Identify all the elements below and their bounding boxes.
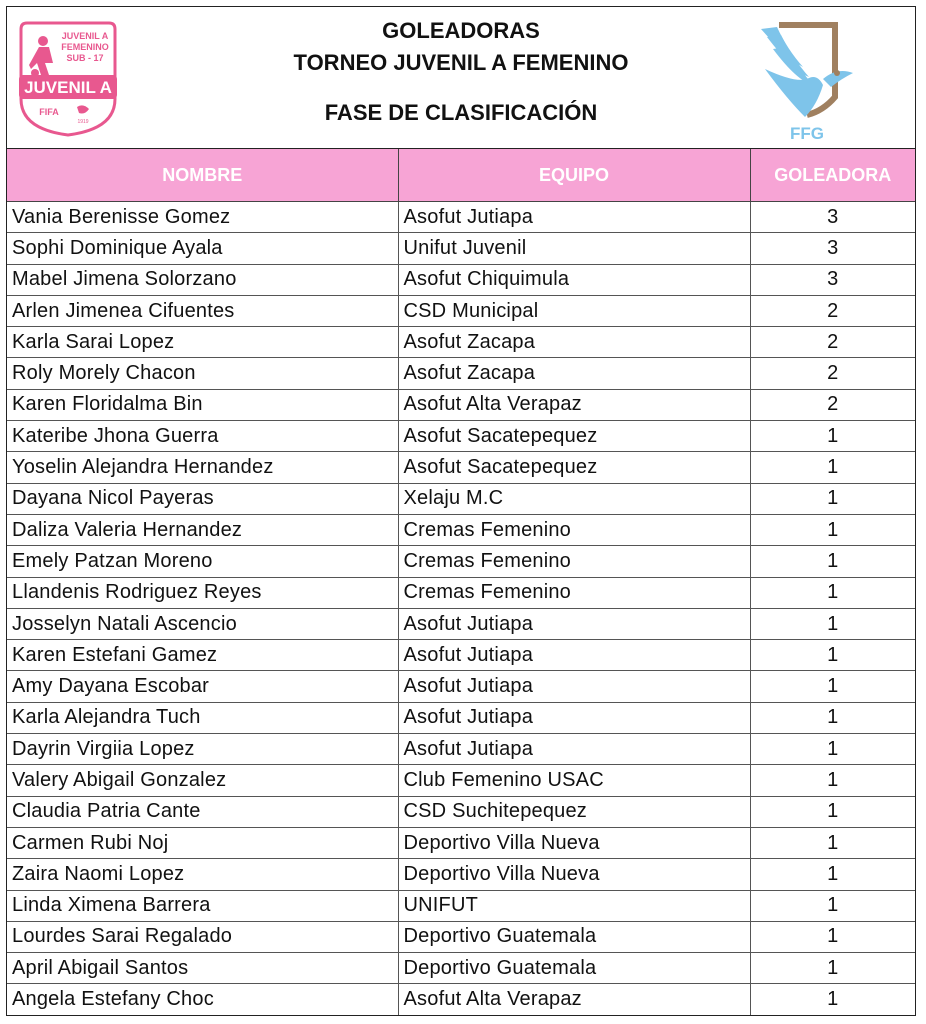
- goals-cell: 1: [750, 671, 915, 702]
- team-cell: Deportivo Guatemala: [398, 921, 750, 952]
- team-cell: CSD Municipal: [398, 295, 750, 326]
- table-row: [7, 389, 915, 420]
- player-name-cell: Karen Floridalma Bin: [7, 389, 398, 420]
- title-torneo: TORNEO JUVENIL A FEMENINO: [293, 50, 629, 75]
- goals-cell: 1: [750, 953, 915, 984]
- table-row: [7, 421, 915, 452]
- player-name-cell: Josselyn Natali Ascencio: [7, 608, 398, 639]
- scorers-table: [7, 149, 915, 1015]
- table-row: [7, 984, 915, 1015]
- logo-line3: SUB - 17: [66, 53, 104, 63]
- team-cell: Asofut Jutiapa: [398, 734, 750, 765]
- table-row: [7, 890, 915, 921]
- player-name-cell: Zaira Naomi Lopez: [7, 859, 398, 890]
- player-name-cell: Valery Abigail Gonzalez: [7, 765, 398, 796]
- logo-fifa: FIFA: [39, 107, 59, 117]
- player-name-cell: Mabel Jimena Solorzano: [7, 264, 398, 295]
- sheet-header: [7, 7, 915, 149]
- goals-cell: 1: [750, 577, 915, 608]
- team-cell: Asofut Zacapa: [398, 358, 750, 389]
- goals-cell: 3: [750, 264, 915, 295]
- team-cell: Cremas Femenino: [398, 546, 750, 577]
- table-row: [7, 452, 915, 483]
- goals-cell: 1: [750, 546, 915, 577]
- goals-cell: 2: [750, 389, 915, 420]
- team-cell: Asofut Alta Verapaz: [398, 984, 750, 1015]
- goals-cell: 1: [750, 608, 915, 639]
- logo-year: 1919: [77, 119, 89, 125]
- goals-cell: 1: [750, 890, 915, 921]
- table-row: [7, 233, 915, 264]
- table-row: [7, 734, 915, 765]
- table-row: [7, 327, 915, 358]
- team-cell: Asofut Sacatepequez: [398, 421, 750, 452]
- title-goleadoras: GOLEADORAS: [382, 18, 540, 43]
- goals-cell: 1: [750, 483, 915, 514]
- ffg-logo: [757, 19, 857, 143]
- team-cell: Cremas Femenino: [398, 577, 750, 608]
- goals-cell: 1: [750, 796, 915, 827]
- goals-cell: 1: [750, 702, 915, 733]
- table-row: [7, 546, 915, 577]
- table-row: [7, 702, 915, 733]
- team-cell: Asofut Zacapa: [398, 327, 750, 358]
- goals-cell: 1: [750, 827, 915, 858]
- team-cell: Asofut Alta Verapaz: [398, 389, 750, 420]
- goals-cell: 1: [750, 734, 915, 765]
- team-cell: Asofut Chiquimula: [398, 264, 750, 295]
- column-header-equipo: EQUIPO: [398, 149, 750, 202]
- player-name-cell: Claudia Patria Cante: [7, 796, 398, 827]
- goals-cell: 1: [750, 640, 915, 671]
- player-name-cell: Karla Sarai Lopez: [7, 327, 398, 358]
- table-header-row: [7, 149, 915, 202]
- player-name-cell: Sophi Dominique Ayala: [7, 233, 398, 264]
- column-header-nombre: NOMBRE: [7, 149, 398, 202]
- player-name-cell: Vania Berenisse Gomez: [7, 202, 398, 233]
- table-row: [7, 796, 915, 827]
- team-cell: Asofut Jutiapa: [398, 671, 750, 702]
- team-cell: CSD Suchitepequez: [398, 796, 750, 827]
- table-body: [7, 202, 915, 1015]
- title-fase: FASE DE CLASIFICACIÓN: [324, 100, 598, 125]
- table-row: [7, 514, 915, 545]
- player-name-cell: Yoselin Alejandra Hernandez: [7, 452, 398, 483]
- table-row: [7, 953, 915, 984]
- player-name-cell: Arlen Jimenea Cifuentes: [7, 295, 398, 326]
- scorers-sheet: [6, 6, 916, 1016]
- team-cell: Unifut Juvenil: [398, 233, 750, 264]
- goals-cell: 1: [750, 765, 915, 796]
- goals-cell: 1: [750, 921, 915, 952]
- team-cell: UNIFUT: [398, 890, 750, 921]
- goals-cell: 1: [750, 859, 915, 890]
- goals-cell: 1: [750, 514, 915, 545]
- table-row: [7, 827, 915, 858]
- team-cell: Club Femenino USAC: [398, 765, 750, 796]
- table-row: [7, 202, 915, 233]
- table-row: [7, 859, 915, 890]
- table-row: [7, 921, 915, 952]
- table-row: [7, 264, 915, 295]
- team-cell: Xelaju M.C: [398, 483, 750, 514]
- player-name-cell: Karla Alejandra Tuch: [7, 702, 398, 733]
- logo-line2: FEMENINO: [61, 42, 109, 52]
- column-header-goleadora: GOLEADORA: [750, 149, 915, 202]
- team-cell: Asofut Sacatepequez: [398, 452, 750, 483]
- player-name-cell: Dayrin Virgiia Lopez: [7, 734, 398, 765]
- goals-cell: 1: [827, 988, 839, 1011]
- team-cell: Asofut Jutiapa: [398, 640, 750, 671]
- goals-cell: 2: [750, 358, 915, 389]
- team-cell: Deportivo Villa Nueva: [398, 827, 750, 858]
- goals-cell: 3: [750, 202, 915, 233]
- player-name-cell: Angela Estefany Choc: [7, 984, 398, 1015]
- player-name-cell: Karen Estefani Gamez: [7, 640, 398, 671]
- table-row: [7, 671, 915, 702]
- team-cell: Asofut Jutiapa: [398, 608, 750, 639]
- logo-line1: JUVENIL A: [61, 31, 109, 41]
- goals-cell: 2: [750, 295, 915, 326]
- table-row: [7, 577, 915, 608]
- player-name-cell: Daliza Valeria Hernandez: [7, 514, 398, 545]
- player-name-cell: April Abigail Santos: [7, 953, 398, 984]
- table-row: [7, 608, 915, 639]
- player-name-cell: Kateribe Jhona Guerra: [7, 421, 398, 452]
- player-name-cell: Roly Morely Chacon: [7, 358, 398, 389]
- table-row: [7, 640, 915, 671]
- goals-cell: 1: [750, 421, 915, 452]
- player-name-cell: Carmen Rubi Noj: [7, 827, 398, 858]
- player-name-cell: Lourdes Sarai Regalado: [7, 921, 398, 952]
- player-name-cell: Amy Dayana Escobar: [7, 671, 398, 702]
- table-row: [7, 358, 915, 389]
- goals-cell: 3: [750, 233, 915, 264]
- table-row: [7, 483, 915, 514]
- ffg-text: FFG: [790, 124, 824, 143]
- logo-banner: JUVENIL A: [24, 78, 112, 97]
- player-name-cell: Llandenis Rodriguez Reyes: [7, 577, 398, 608]
- table-row: [7, 295, 915, 326]
- goals-cell: 1: [750, 452, 915, 483]
- player-name-cell: Dayana Nicol Payeras: [7, 483, 398, 514]
- team-cell: Cremas Femenino: [398, 514, 750, 545]
- team-cell: Deportivo Guatemala: [398, 953, 750, 984]
- goals-cell: 2: [750, 327, 915, 358]
- player-name-cell: Linda Ximena Barrera: [7, 890, 398, 921]
- team-cell: Asofut Jutiapa: [398, 202, 750, 233]
- team-cell: Asofut Jutiapa: [398, 702, 750, 733]
- player-name-cell: Emely Patzan Moreno: [7, 546, 398, 577]
- table-row: [7, 765, 915, 796]
- team-cell: Deportivo Villa Nueva: [398, 859, 750, 890]
